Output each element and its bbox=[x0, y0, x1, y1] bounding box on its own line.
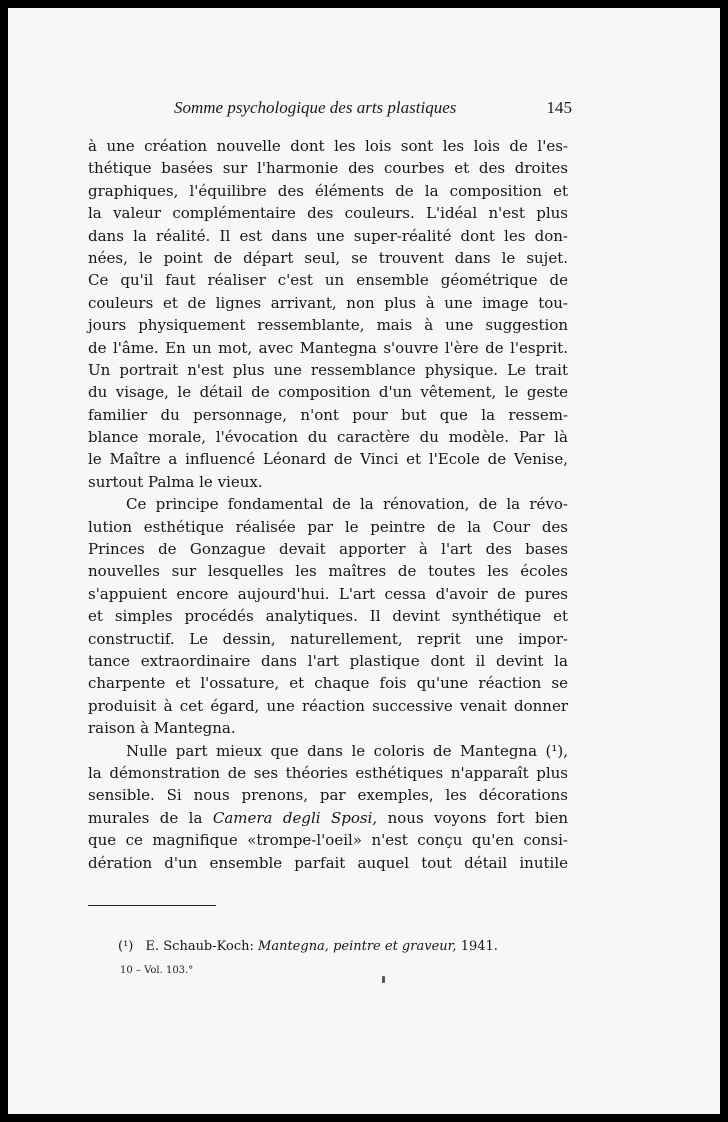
text-line: couleurs et de lignes arrivant, non plus à une image tou- bbox=[88, 293, 568, 312]
text-line: Princes de Gonzague devait apporter à l'art des bases bbox=[88, 540, 568, 559]
page-number: 145 bbox=[546, 98, 572, 117]
text-line: nées, le point de départ seul, se trouvent dans le sujet. bbox=[88, 248, 568, 267]
printer-signature: 10 – Vol. 103.° bbox=[120, 965, 194, 976]
text-line: et simples procédés analytiques. Il devint synthétique et bbox=[88, 607, 568, 626]
text-line: Ce qu'il faut réaliser c'est un ensemble géométrique de bbox=[88, 271, 568, 290]
text-line: que ce magnifique «trompe-l'oeil» n'est conçu qu'en consi- bbox=[88, 831, 568, 850]
footnote-year: 1941. bbox=[460, 939, 498, 954]
text-line: le Maître a influencé Léonard de Vinci et l'Ecole de Venise, bbox=[88, 450, 568, 469]
text-line: produisit à cet égard, une réaction successive venait donner bbox=[88, 696, 568, 715]
text-line: surtout Palma le vieux. bbox=[88, 472, 263, 491]
footnote-rule bbox=[88, 905, 216, 906]
text-line: dans la réalité. Il est dans une super-réalité dont les don- bbox=[88, 226, 568, 245]
work-title-italic: Camera degli Sposi, bbox=[212, 808, 378, 827]
text-line: graphiques, l'équilibre des éléments de la composition et bbox=[88, 181, 568, 200]
footnote-work-title: Mantegna, peintre et graveur, bbox=[258, 939, 457, 954]
book-page bbox=[8, 8, 720, 1114]
text-line: sensible. Si nous prenons, par exemples, les décorations bbox=[88, 786, 568, 805]
footnote bbox=[118, 939, 498, 954]
text-line: la valeur complémentaire des couleurs. L'idéal n'est plus bbox=[88, 204, 568, 223]
running-title: Somme psychologique des arts plastiques bbox=[174, 98, 457, 117]
text-line: familier du personnage, n'ont pour but que la ressem- bbox=[88, 405, 568, 424]
text-line: la démonstration de ses théories esthétiques n'apparaît plus bbox=[88, 763, 568, 782]
text-line: blance morale, l'évocation du caractère du modèle. Par là bbox=[88, 428, 568, 447]
ink-speck bbox=[382, 976, 385, 983]
text-line: tance extraordinaire dans l'art plastique dont il devint la bbox=[88, 651, 568, 670]
text-line: à une création nouvelle dont les lois sont les lois de l'es- bbox=[88, 137, 568, 155]
text-line: Ce principe fondamental de la rénovation, de la révo- bbox=[126, 495, 568, 514]
text-line: de l'âme. En un mot, avec Mantegna s'ouvre l'ère de l'esprit. bbox=[88, 338, 568, 357]
text-line: du visage, le détail de composition d'un vêtement, le geste bbox=[88, 383, 568, 402]
text-line: lution esthétique réalisée par le peintre de la Cour des bbox=[88, 517, 568, 536]
text-line: Un portrait n'est plus une ressemblance physique. Le trait bbox=[88, 360, 568, 379]
footnote-author: E. Schaub-Koch: bbox=[145, 939, 254, 954]
text-line: dération d'un ensemble parfait auquel tout détail inutile bbox=[88, 853, 568, 872]
text-line: murales de la Camera degli Sposi, nous voyons fort bien bbox=[88, 808, 568, 827]
text-line: thétique basées sur l'harmonie des courbes et des droites bbox=[88, 159, 568, 178]
text-line: Nulle part mieux que dans le coloris de Mantegna (¹), bbox=[126, 741, 568, 760]
body-text bbox=[88, 135, 568, 874]
text-line: charpente et l'ossature, et chaque fois qu'une réaction se bbox=[88, 674, 568, 693]
text-line: nouvelles sur lesquelles les maîtres de toutes les écoles bbox=[88, 562, 568, 581]
text-line: jours physiquement ressemblante, mais à une suggestion bbox=[88, 316, 568, 335]
text-line: raison à Mantegna. bbox=[88, 719, 236, 738]
text-line: s'appuient encore aujourd'hui. L'art cessa d'avoir de pures bbox=[88, 584, 568, 603]
text-line: constructif. Le dessin, naturellement, reprit une impor- bbox=[88, 629, 568, 648]
footnote-marker: (¹) bbox=[118, 939, 134, 954]
